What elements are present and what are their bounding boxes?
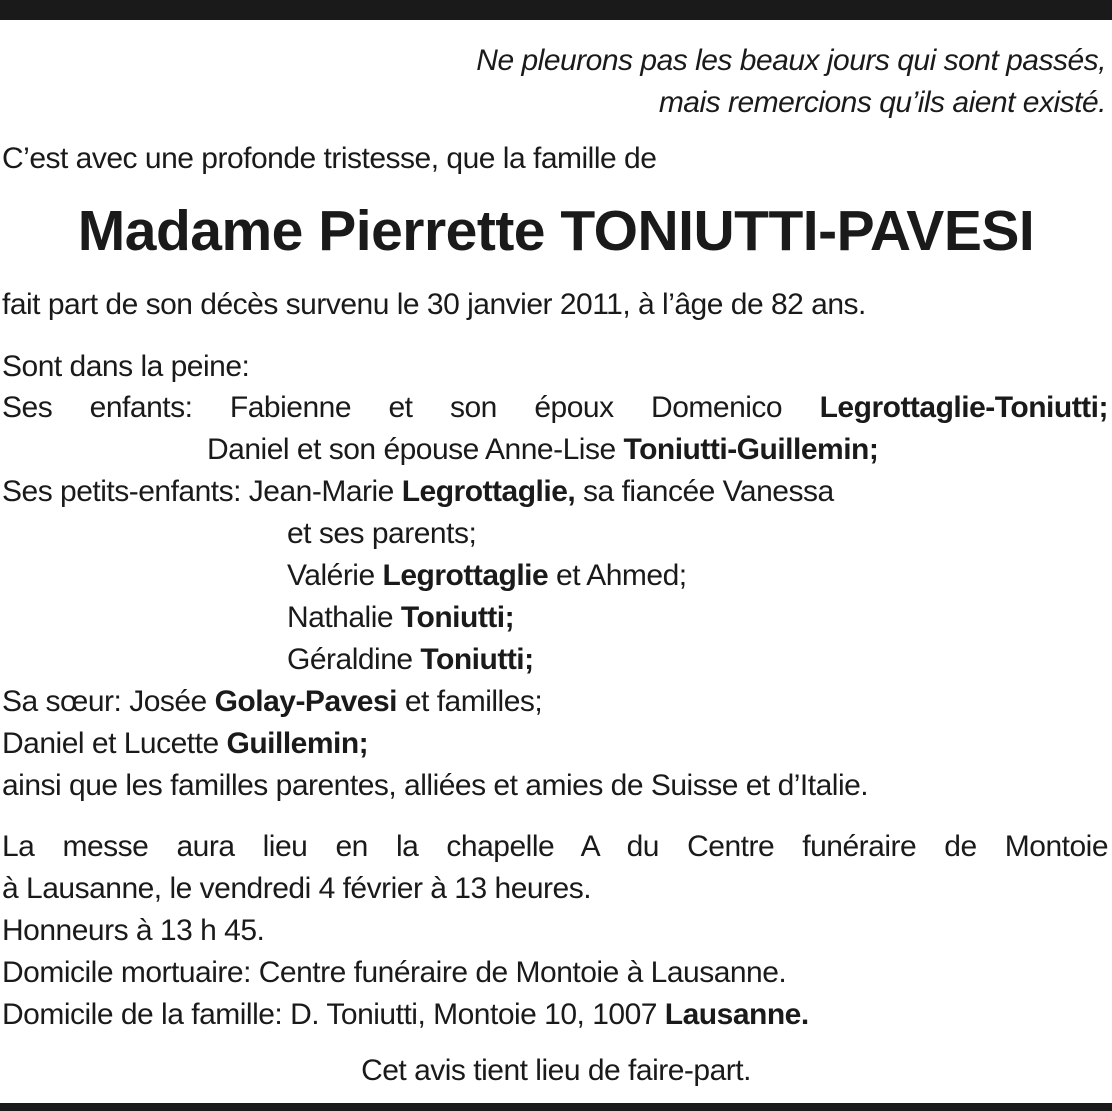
grandchildren-line-1 [2,471,1108,513]
children-line-1-surname: Legrottaglie-Toniutti; [819,391,1108,424]
others-prefix: Daniel et Lucette [2,727,227,760]
grandchildren-line-1-surname: Legrottaglie, [401,475,576,508]
grandchildren-line-2-prefix: et ses parents; [287,517,477,550]
family-home-city: Lausanne. [664,998,809,1031]
sister-suffix: et familles; [397,685,543,718]
children-line-2-surname: Toniutti-Guillemin; [623,433,879,466]
bottom-border-rule [0,1103,1112,1111]
grandchildren-line-4-surname: Toniutti; [400,601,515,634]
service-line-1: La messe aura lieu en la chapelle A du Centre funéraire de Montoie [2,830,1108,863]
grandchildren-line-1-prefix: Ses petits-enfants: Jean-Marie [2,475,402,508]
others-line [2,723,1108,765]
families-line: ainsi que les familles parentes, alliées et amies de Suisse et d’Italie. [2,769,869,802]
grandchildren-line-4-prefix: Nathalie [287,601,401,634]
grandchildren-line-5 [287,639,1107,681]
grandchildren-line-2 [287,513,1107,555]
mourners-heading: Sont dans la peine: [2,350,250,383]
grandchildren-line-4 [287,597,1107,639]
intro-text: C’est avec une profonde tristesse, que la famille de [2,142,657,175]
epigraph-line-2: mais remercions qu’ils aient existé. [658,86,1106,119]
grandchildren-line-5-prefix: Géraldine [287,643,421,676]
family-home-line [2,994,1108,1036]
mortuary-line: Domicile mortuaire: Centre funéraire de Montoie à Lausanne. [2,956,787,989]
sister-prefix: Sa sœur: Josée [2,685,215,718]
grandchildren-line-3-suffix: et Ahmed; [548,559,687,592]
children-line-2 [207,429,1107,471]
children-line-1 [2,387,1108,429]
others-surname: Guillemin; [226,727,369,760]
deceased-name: Madame Pierrette TONIUTTI-PAVESI [77,199,1035,263]
family-home-prefix: Domicile de la famille: D. Toniutti, Montoie 10, 1007 [2,998,665,1031]
children-line-1-prefix: Ses enfants: Fabienne et son époux Domenico [2,391,820,424]
service-line-2: à Lausanne, le vendredi 4 février à 13 heures. [2,872,592,905]
grandchildren-line-3-prefix: Valérie [287,559,383,592]
sister-surname: Golay-Pavesi [214,685,398,718]
epigraph-line-1: Ne pleurons pas les beaux jours qui sont passés, [476,44,1106,77]
top-border-rule [0,0,1112,20]
closing-line: Cet avis tient lieu de faire-part. [361,1054,751,1087]
grandchildren-line-1-suffix: sa fiancée Vanessa [575,475,834,508]
grandchildren-line-3-surname: Legrottaglie [382,559,549,592]
grandchildren-line-3 [287,555,1107,597]
sister-line [2,681,1108,723]
announcement-text: fait part de son décès survenu le 30 janvier 2011, à l’âge de 82 ans. [2,288,866,321]
children-line-2-prefix: Daniel et son épouse Anne-Lise [207,433,624,466]
honours-line: Honneurs à 13 h 45. [2,914,265,947]
grandchildren-line-5-surname: Toniutti; [420,643,534,676]
